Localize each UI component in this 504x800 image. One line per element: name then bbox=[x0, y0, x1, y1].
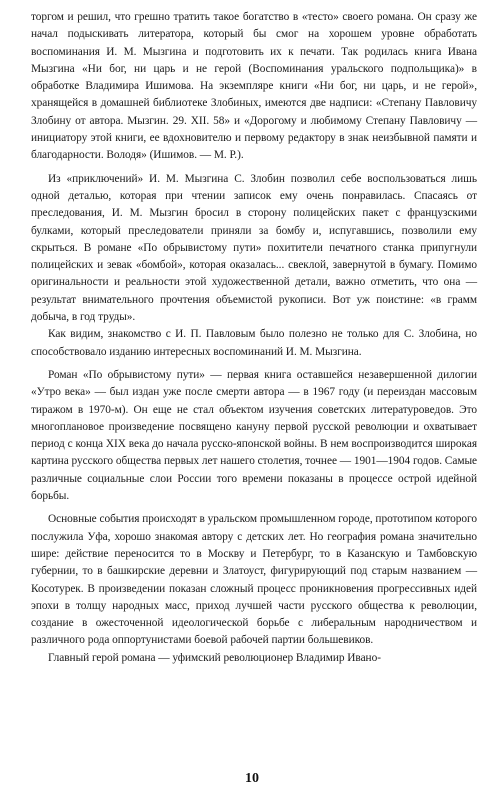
paragraph-novel-overview: Роман «По обрывистому пути» — первая книга оставшейся незавершенной дилогии «Утро века» — был издан уже после смерти автора — в 1967 году (и переиздан массовым тиражом в 1970-м). Он еще не стал объектом изучения советских литературоведов. Это многоплановое произведение посвящено кануну первой русской революции и охватывает период с конца XIX века до начала русско-японской войны. В нем воспроизводится широкая картина русского общества первых лет нашего столетия, точнее — 1901—1904 годов. Самые различные социальные слои России того времени показаны в процессе острой идейной борьбы. bbox=[31, 368, 477, 503]
paragraph-pavlov: Как видим, знакомство с И. П. Павловым было полезно не только для С. Злобина, но способствовало изданию интересных воспоминаний И. М. Мызгина. bbox=[31, 328, 477, 358]
document-page bbox=[31, 9, 477, 667]
page-number: 10 bbox=[245, 771, 259, 786]
paragraph-continuation: торгом и решил, что грешно тратить такое богатство в «тесто» своего романа. Он сразу же начал подыскивать литератора, который бы смог на хорошем уровне обработать воспоминания И. М. Мызгина и подготовить их к печати. Так родилась книга Ивана Мызгина «Ни бог, ни царь и не герой (Воспоминания уральского подпольщика)» в обработке Владимира Ишимова. На экземпляре книги «Ни бог, ни царь, и не герой», хранящейся в домашней библиотеке Злобиных, имеются две надписи: «Степану Павловичу Злобину от автора. Мызгин. 29. XII. 58» и «Дорогому и любимому Степану Павловичу — инициатору этой книги, ее вдохновителю и первому редактору в знак неизбывной памяти и благодарности. Володя» (Ишимов. — М. Р.). bbox=[31, 11, 477, 162]
paragraph-adventures: Из «приключений» И. М. Мызгина С. Злобин позволил себе воспользоваться лишь одной деталью, которая при чтении записок ему очень понравилась. Спасаясь от преследования, И. М. Мызгин бросил в сторону полицейских пакет с французскими булками, который преследователи приняли за бомбу и, испугавшись, позволили ему скрыться. В романе «По обрывистому пути» похитители печатного станка припугнули полицейских и зевак «бомбой», которая оказалась... свеклой, завернутой в бумагу. Помимо оригинальности и реальности этой художественной детали, важно отметить, что она — результат внимательного прочтения объемистой рукописи. Вот уж поистине: «в грамм добыча, в год труды». bbox=[31, 172, 477, 324]
paragraph-geography: Основные события происходят в уральском промышленном городе, прототипом которого послужила Уфа, хорошо знакомая автору с детских лет. Но география романа значительно шире: действие переносится то в Москву и Петербург, то в Казанскую и Тамбовскую губернии, то в башкирские деревни и Златоуст, фигурирующий под старым названием — Косотурек. В произведении показан сложный процесс проникновения прогрессивных идей эпохи в толщу народных масс, приход лучшей части русского общества к революции, создание в ожесточенной идеологической борьбе с либеральным народничеством и различного рода оппортунистами боевой рабочей партии большевиков. bbox=[31, 513, 477, 647]
paragraph-main-hero: Главный герой романа — уфимский революционер Владимир Ивано- bbox=[48, 651, 381, 664]
